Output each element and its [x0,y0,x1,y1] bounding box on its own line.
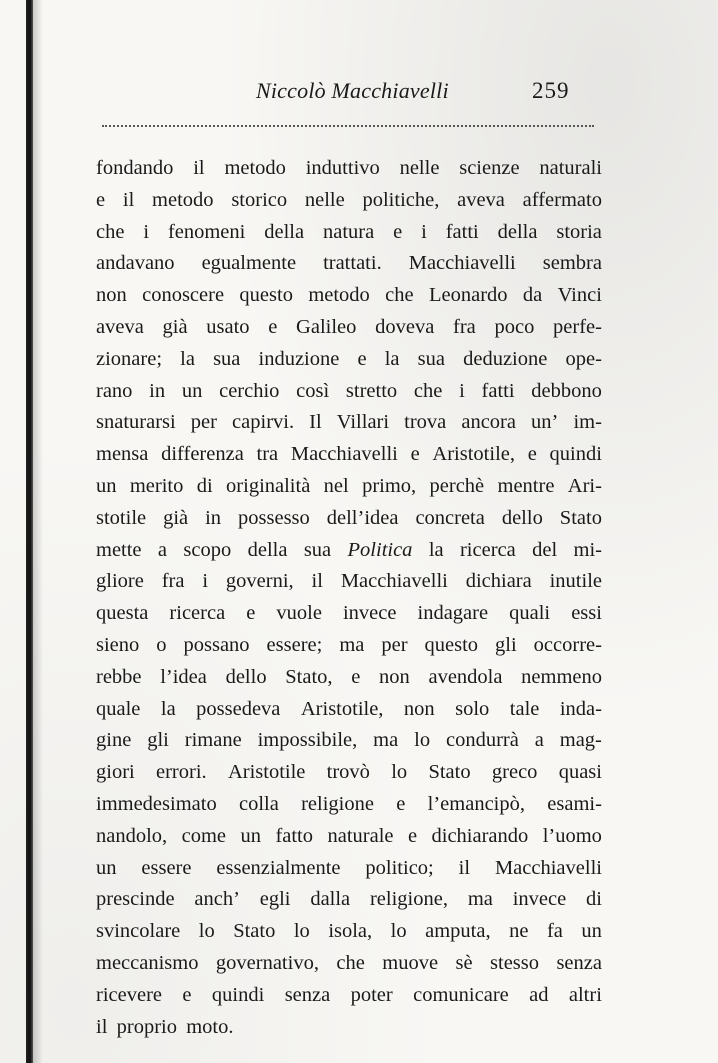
word: lo [293,920,310,943]
word: doveva [375,315,435,338]
word: giori [96,761,135,784]
word: e [527,443,537,466]
word: come [181,824,227,847]
word: metodo [152,188,214,211]
word: dello [225,665,267,688]
word: o [156,633,167,656]
word: metodo [224,157,286,179]
word: perfe- [553,315,602,338]
word: governi, [225,570,294,593]
word: ma [339,633,365,656]
word: nemmeno [521,665,602,688]
text-line [96,471,602,503]
word: non [379,665,410,688]
word: zionare; [96,347,163,370]
word: sieno [96,633,140,656]
word: Stato [559,506,602,529]
word: il [122,188,135,211]
word: di [196,474,213,497]
word: mi- [573,538,602,561]
word: sua [303,538,332,561]
word: colla [238,792,279,815]
word: dichiarando [431,824,529,847]
word: ma [373,729,399,752]
word: rebbe [96,665,142,688]
word: poter [350,983,393,1006]
word: nelle [304,188,345,211]
word: Aristotile [227,761,306,784]
word: non [403,697,435,720]
word: della [264,220,305,243]
running-title: Niccolò Macchiavelli [256,78,449,103]
word: errori. [156,761,207,784]
word: la [180,347,195,370]
word: mag- [559,729,602,752]
word: conoscere [142,284,225,307]
text-line [96,153,602,185]
word: moto. [186,1015,234,1038]
text-line [96,503,602,535]
text-line [96,630,602,662]
word: fenomeni [167,220,246,243]
word: naturale [327,824,394,847]
word: già [163,506,189,529]
word: l’idea [160,665,207,688]
word: essere; [266,633,323,656]
word: e [396,792,406,815]
word: invece [512,888,567,911]
binding-shadow [33,0,43,1063]
word: dichiara [465,570,532,593]
word: induzione [258,347,340,370]
word: fra [453,315,476,338]
word: invece [342,602,397,625]
word: questa [96,602,149,625]
word: rano [96,379,133,402]
word: mette [96,538,142,561]
word: Macchiavelli [494,856,602,879]
word: un [181,379,203,402]
word: vuole [276,602,322,625]
word: un [240,824,261,847]
text-line [96,916,602,948]
word: prescinde [96,888,175,911]
text-line [96,185,602,217]
word: che [336,951,365,974]
page-number: 259 [532,78,570,103]
text-line [96,757,602,789]
word: sè [455,951,473,974]
word: non [96,284,127,307]
word: possedeva [196,697,281,720]
word: mentre [497,474,555,497]
word: Aristotile, [432,443,515,466]
word: lo [390,920,407,943]
word: gli [495,633,517,656]
word: Politica [347,538,413,561]
word: metodo [308,284,370,307]
word: induttivo [305,157,380,179]
word: lo [198,920,215,943]
word: un [581,920,602,943]
word: gliore [96,570,144,593]
word: merito [129,474,184,497]
word: Macchiavelli [340,570,448,593]
word: svincolare [96,920,181,943]
word: senza [556,951,602,974]
word: nandolo, [96,824,168,847]
word: greco [491,761,538,784]
word: fatti [445,220,479,243]
word: che [96,220,125,243]
word: isola, [328,920,373,943]
word: fa [546,920,563,943]
text-line [96,1012,602,1044]
header-rule [102,125,594,127]
word: natura [322,220,375,243]
word: Vinci [557,284,602,307]
word: e [246,602,256,625]
word: perchè [429,474,485,497]
word: muove [382,951,439,974]
word: i [202,570,209,593]
word: quasi [558,761,602,784]
word: egli [259,888,291,911]
word: il [458,856,471,879]
word: quindi [549,443,602,466]
word: snaturarsi [96,411,176,434]
word: per [190,411,217,434]
word: amputa, [425,920,491,943]
text-line [96,948,602,980]
word: essi [571,602,602,625]
word: della [247,538,288,561]
word: storico [231,188,288,211]
word: che [413,379,443,402]
word: originalità [226,474,311,497]
word: differenza [161,443,244,466]
word: solo [455,697,490,720]
word: egualmente [201,252,297,275]
word: il [311,570,323,593]
word: un [96,474,117,497]
word: e [407,824,418,847]
word: e [182,983,192,1006]
word: in [205,506,222,529]
word: trattati. [323,252,382,275]
word: gine [96,729,132,752]
text-line [96,217,602,249]
word: Stato [428,761,471,784]
text-line [96,376,602,408]
word: che [385,284,414,307]
word: naturali [539,157,602,179]
word: da [522,284,543,307]
word: avendola [428,665,503,688]
word: debbono [531,379,602,402]
word: del [532,538,558,561]
word: politico; [365,856,434,879]
text-line [96,821,602,853]
word: meccanismo [96,951,199,974]
text-line [96,725,602,757]
word: quale [96,697,141,720]
word: impossibile, [257,729,358,752]
word: storia [556,220,602,243]
word: fatto [275,824,314,847]
word: la [384,347,400,370]
word: governativo, [215,951,319,974]
word: rimane [184,729,242,752]
body-text [96,153,602,1043]
text-line [96,535,602,567]
word: im- [573,411,602,434]
text-line [96,566,602,598]
word: concreta [415,506,485,529]
word: i [143,220,150,243]
word: aveva [457,188,505,211]
word: Villari [336,411,390,434]
word: il [193,157,205,179]
word: Stato, [285,665,333,688]
text-line [96,694,602,726]
word: e [268,315,278,338]
word: indagare [417,602,489,625]
word: religione, [369,888,448,911]
word: Galileo [296,315,357,338]
word: anch’ [194,888,240,911]
word: sua [213,347,241,370]
word: Il [309,411,322,434]
text-line [96,312,602,344]
word: affermato [522,188,602,211]
word: tale [509,697,540,720]
word: politiche, [362,188,440,211]
word: esami- [547,792,602,815]
word: scopo [183,538,232,561]
word: quali [509,602,551,625]
word: proprio [116,1015,177,1038]
word: condurrà [445,729,519,752]
word: i [459,379,465,402]
word: trovò [326,761,370,784]
word: l’uomo [542,824,602,847]
word: primo, [362,474,417,497]
word: così [296,379,330,402]
word: l’emancipò, [427,792,525,815]
text-line [96,344,602,376]
word: cerchio [219,379,280,402]
word: scienze [459,157,520,179]
word: ne [509,920,529,943]
word: e [351,665,361,688]
text-line [96,248,602,280]
word: ad [529,983,549,1006]
word: Leonardo [428,284,508,307]
word: usato [206,315,250,338]
word: il [96,1015,108,1038]
word: trova [404,411,447,434]
text-line [96,280,602,312]
word: lo [414,729,431,752]
word: e [393,220,403,243]
word: stretto [345,379,398,402]
text-line [96,407,602,439]
word: Stato [233,920,276,943]
word: e [410,443,420,466]
binding-edge [26,0,33,1063]
word: stesso [490,951,540,974]
word: deduzione [463,347,548,370]
word: dalla [310,888,351,911]
word: di [586,888,602,911]
word: inutile [549,570,602,593]
word: un [96,856,117,879]
word: fra [161,570,185,593]
word: gli [147,729,169,752]
word: ricerca [459,538,516,561]
word: stotile [96,506,147,529]
word: sua [417,347,445,370]
word: aveva [96,315,144,338]
word: ricerca [169,602,226,625]
word: senza [284,983,331,1006]
word: lo [391,761,408,784]
word: possano [183,633,250,656]
word: nelle [399,157,440,179]
word: quindi [211,983,265,1006]
word: religione [301,792,374,815]
word: possesso [238,506,310,529]
word: capirvi. [232,411,295,434]
word: Macchiavelli [290,443,398,466]
word: della [497,220,538,243]
word: essenzialmente [216,856,341,879]
word: un’ [531,411,559,434]
word: ope- [565,347,602,370]
text-line [96,980,602,1012]
word: ancora [461,411,516,434]
word: dello [501,506,543,529]
word: questo [239,284,293,307]
word: essere [141,856,192,879]
text-line [96,598,602,630]
word: dell’idea [326,506,399,529]
word: per [381,633,408,656]
word: e [96,188,106,211]
text-line [96,884,602,916]
text-line [96,439,602,471]
word: ricevere [96,983,162,1006]
word: Ari- [567,474,602,497]
text-line [96,662,602,694]
word: andavano [96,252,175,275]
word: e [357,347,367,370]
word: a [157,538,168,561]
word: fatti [481,379,515,402]
word: Aristotile, [300,697,384,720]
word: fondando [96,157,174,179]
text-line [96,853,602,885]
word: inda- [559,697,602,720]
word: sembra [542,252,602,275]
word: questo [424,633,479,656]
word: Macchiavelli [408,252,516,275]
word: tra [256,443,279,466]
word: a [534,729,544,752]
word: ma [467,888,493,911]
word: occorre- [533,633,602,656]
word: poco [494,315,535,338]
word: comunicare [413,983,509,1006]
word: immedesimato [96,792,217,815]
word: nel [323,474,349,497]
word: altri [568,983,602,1006]
text-line [96,789,602,821]
word: già [162,315,188,338]
word: la [160,697,176,720]
word: mensa [96,443,149,466]
word: i [421,220,427,243]
word: in [149,379,166,402]
word: la [428,538,444,561]
